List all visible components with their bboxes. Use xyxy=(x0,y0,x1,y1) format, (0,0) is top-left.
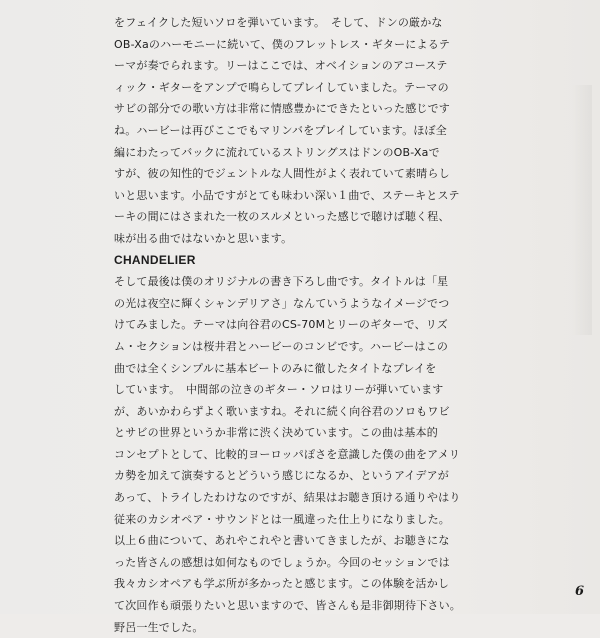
text-line: コンセプトとして、比較的ヨーロッパぽさを意識した僕の曲をアメリ xyxy=(114,447,461,461)
text-line: 以上６曲について、あれやこれやと書いてきましたが、お聴きにな xyxy=(114,534,450,548)
text-line: が、あいかわらずよく歌いますね。それに続く向谷君のソロもワビ xyxy=(114,404,450,418)
text-line: OB-Xaのハーモニーに続いて、僕のフレットレス・ギターによるテ xyxy=(114,37,451,51)
text-line: けてみました。テーマは向谷君のCS-70Mとリーのギターで、リズ xyxy=(114,318,448,332)
text-line: いと思います。小品ですがとても味わい深い１曲で、ステーキとステ xyxy=(114,188,460,202)
text-line: 野呂一生でした。 xyxy=(114,620,204,634)
text-line: ーマが奏でられます。リーはここでは、オベイションのアコーステ xyxy=(114,59,448,73)
text-line: 味が出る曲ではないかと思います。 xyxy=(114,231,293,245)
text-line: った皆さんの感想は如何なものでしょうか。今回のセッションでは xyxy=(114,555,450,569)
text-line: 編にわたってバックに流れているストリングスはドンのOB-Xaで xyxy=(114,145,440,159)
liner-notes-text xyxy=(114,12,584,638)
text-line: あって、トライしたわけなのですが、結果はお聴き頂ける通りやはり xyxy=(114,491,461,505)
text-line: ね。ハービーは再びここでもマリンバをプレイしています。ほぼ全 xyxy=(114,123,447,137)
text-line: すが、彼の知性的でジェントルな人間性がよく表れていて素晴らし xyxy=(114,167,450,181)
text-line: ム・セクションは桜井君とハービーのコンビです。ハービーはこの xyxy=(114,339,449,353)
text-line: カ勢を加えて演奏するとどういう感じになるか、というアイデアが xyxy=(114,469,450,483)
text-line: 曲では全くシンプルに基本ビートのみに徹したタイトなプレイを xyxy=(114,361,437,375)
text-line: そして最後は僕のオリジナルの書き下ろし曲です。タイトルは「星 xyxy=(114,275,449,289)
text-line: ィック・ギターをアンプで鳴らしてプレイしていました。テーマの xyxy=(114,80,449,94)
text-line: 我々カシオペアも学ぶ所が多かったと感じます。この体験を活かし xyxy=(114,577,450,591)
paragraph-continued xyxy=(114,12,584,250)
text-line: しています。 中間部の泣きのギター・ソロはリーが弾いています xyxy=(114,383,444,397)
paragraph-chandelier xyxy=(114,271,584,638)
text-line: サビの部分での歌い方は非常に情感豊かにできたといった感じです xyxy=(114,102,450,116)
text-line: の光は夜空に輝くシャンデリアさ」なんていうようなイメージでつ xyxy=(114,296,450,310)
text-line: とサビの世界というか非常に渋く決めています。この曲は基本的 xyxy=(114,426,438,440)
text-line: 従来のカシオペア・サウンドとは一風違った仕上りになりました。 xyxy=(114,512,450,526)
page-number: 6 xyxy=(575,584,585,599)
text-line: て次回作も頑張りたいと思いますので、皆さんも是非御期待下さい。 xyxy=(114,599,461,613)
section-heading-chandelier: CHANDELIER xyxy=(114,252,196,267)
text-line: ーキの間にはさまれた一枚のスルメといった感じで聴けば聴く程、 xyxy=(114,210,450,224)
text-line: をフェイクした短いソロを弾いています。 そして、ドンの厳かな xyxy=(114,16,443,29)
